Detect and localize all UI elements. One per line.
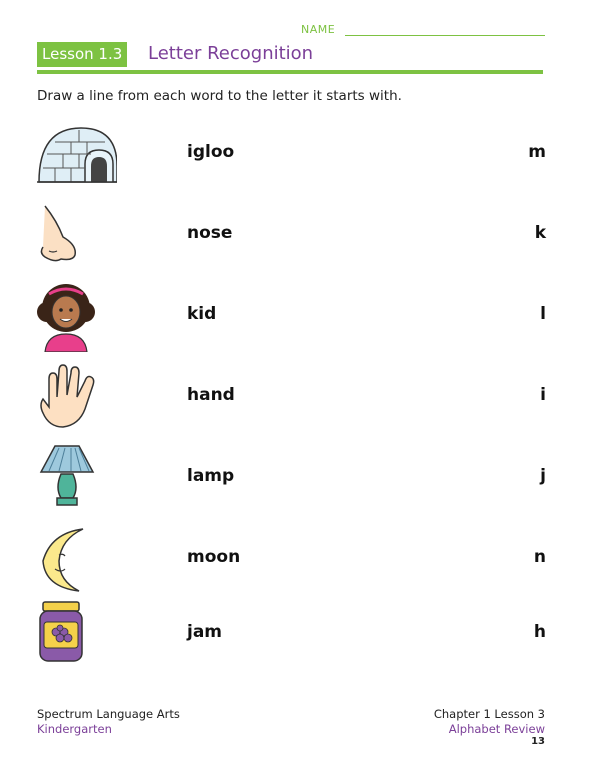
word-kid[interactable]: kid: [187, 304, 217, 324]
letter-h[interactable]: h: [533, 622, 546, 642]
word-lamp[interactable]: lamp: [187, 466, 235, 486]
letter-j[interactable]: j: [540, 466, 546, 486]
name-field[interactable]: [301, 22, 545, 40]
exercise-row: [0, 363, 603, 443]
letter-m[interactable]: m: [528, 142, 546, 162]
hand-icon: [35, 363, 117, 433]
header-divider: [37, 70, 543, 74]
exercise-row: [0, 444, 603, 524]
footer-book-title: Spectrum Language Arts: [37, 707, 180, 721]
letter-n[interactable]: n: [533, 547, 546, 567]
name-underline: [345, 35, 545, 36]
word-igloo[interactable]: igloo: [187, 142, 235, 162]
lesson-header: [37, 42, 543, 75]
instructions: Draw a line from each word to the letter it starts with.: [37, 88, 402, 104]
exercise-row: [0, 525, 603, 605]
footer-topic: Alphabet Review: [448, 722, 545, 736]
footer-chapter: Chapter 1 Lesson 3: [433, 707, 545, 721]
page-number: 13: [531, 736, 545, 747]
igloo-icon: [35, 120, 117, 190]
footer-left: [37, 707, 180, 737]
word-jam[interactable]: jam: [187, 622, 223, 642]
kid-icon: [35, 282, 117, 352]
letter-i[interactable]: i: [540, 385, 546, 405]
word-hand[interactable]: hand: [187, 385, 235, 405]
footer-right: [434, 707, 545, 737]
nose-icon: [35, 201, 117, 271]
moon-icon: [35, 525, 117, 595]
lesson-badge: Lesson 1.3: [37, 42, 127, 67]
exercise-row: [0, 282, 603, 362]
letter-l[interactable]: l: [540, 304, 546, 324]
lamp-icon: [35, 444, 117, 514]
exercise-row: [0, 600, 603, 680]
exercise-row: [0, 201, 603, 281]
footer-grade: Kindergarten: [37, 722, 112, 736]
exercise-row: [0, 120, 603, 200]
lesson-title: Letter Recognition: [148, 43, 314, 64]
letter-k[interactable]: k: [534, 223, 546, 243]
name-label: NAME: [301, 23, 336, 36]
jam-icon: [35, 600, 117, 670]
word-moon[interactable]: moon: [187, 547, 241, 567]
word-nose[interactable]: nose: [187, 223, 233, 243]
